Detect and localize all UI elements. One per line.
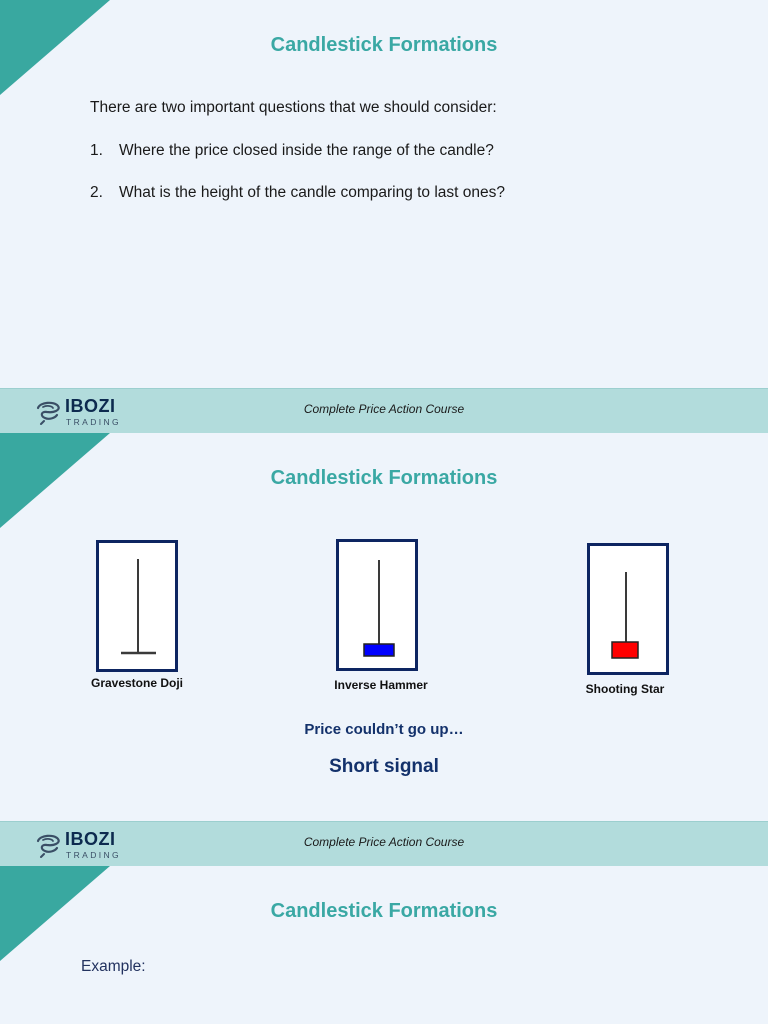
slide-3 [0, 866, 768, 1024]
candle-label-inverse-hammer: Inverse Hammer [334, 678, 428, 692]
question-number: 1. [90, 142, 103, 159]
brand-name: IBOZI [65, 396, 116, 416]
slide-title: Candlestick Formations [270, 34, 498, 56]
gravestone-doji-diagram [96, 540, 178, 672]
example-label: Example: [81, 958, 146, 975]
price-message: Price couldn’t go up… [304, 721, 464, 738]
slide-footer [0, 388, 768, 435]
question-text: What is the height of the candle comparing to last ones? [119, 184, 506, 201]
candle-icon [339, 542, 415, 668]
candle-icon [590, 546, 666, 672]
signal-message: Short signal [329, 756, 439, 777]
candle-icon [99, 543, 175, 669]
slide-footer [0, 821, 768, 868]
brand-subtitle: TRADING [66, 850, 122, 860]
slide-1 [0, 0, 768, 388]
question-number: 2. [90, 184, 103, 201]
brand-name: IBOZI [65, 829, 116, 849]
question-text: Where the price closed inside the range of the candle? [119, 142, 494, 159]
intro-text: There are two important questions that we should consider: [90, 99, 497, 116]
candle-label-shooting-star: Shooting Star [585, 682, 665, 696]
inverse-hammer-diagram [336, 539, 418, 671]
course-name: Complete Price Action Course [303, 402, 465, 416]
question-item [90, 142, 494, 160]
slide-title: Candlestick Formations [270, 900, 498, 922]
slide-title: Candlestick Formations [270, 467, 498, 489]
question-item [90, 184, 505, 202]
candle-label-gravestone-doji: Gravestone Doji [90, 676, 184, 690]
course-name: Complete Price Action Course [303, 835, 465, 849]
shooting-star-diagram [587, 543, 669, 675]
slide-2 [0, 433, 768, 821]
brand-subtitle: TRADING [66, 417, 122, 427]
